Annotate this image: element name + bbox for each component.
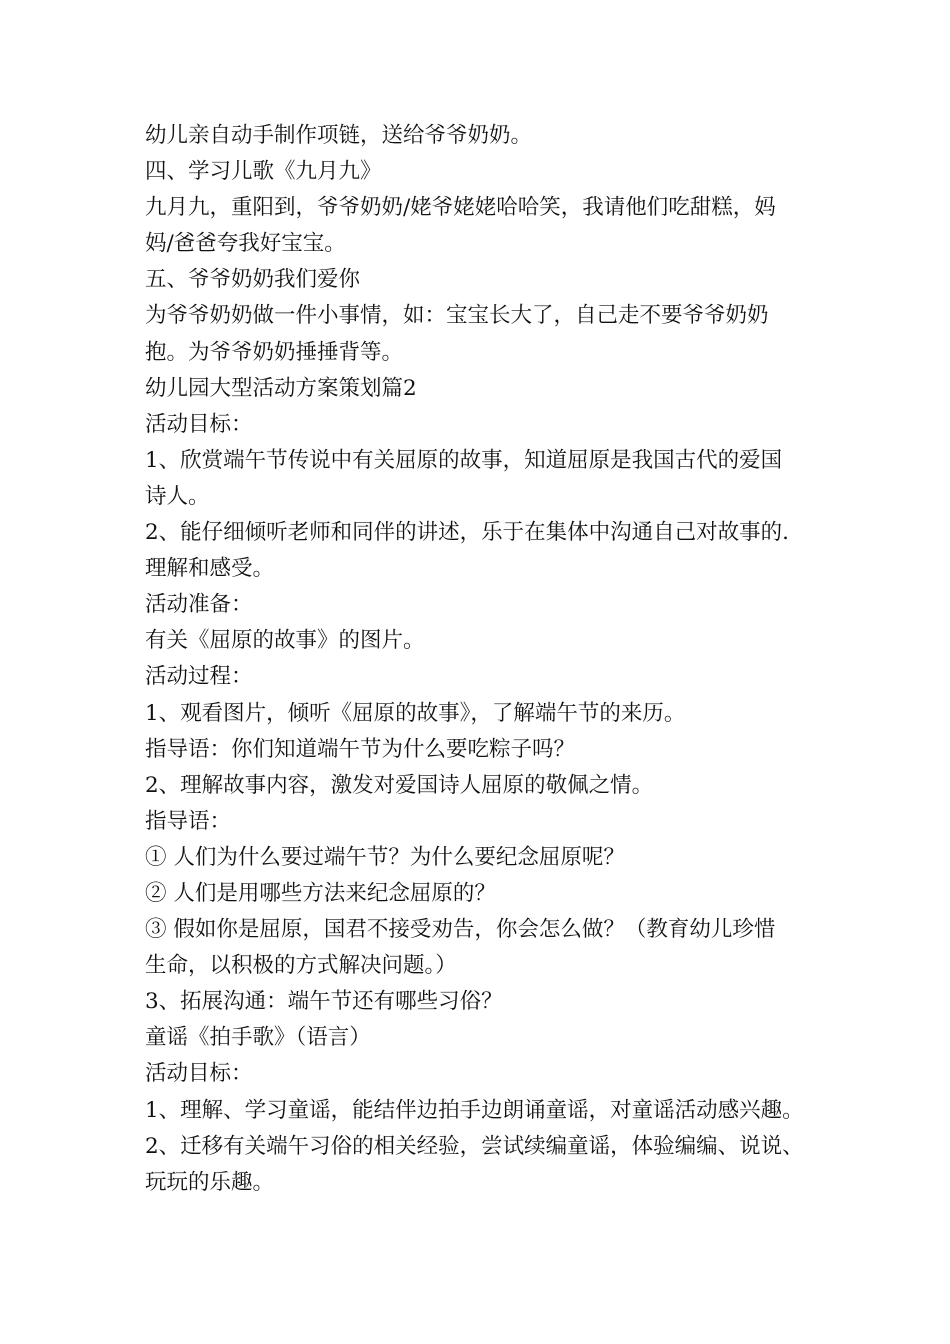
article-title: 幼儿园大型活动方案策划篇2 [145,375,417,401]
section-heading: 五、爷爷奶奶我们爱你 [145,267,361,293]
text-line: 1、观看图片，倾听《屈原的故事》，了解端午节的来历。 [145,700,686,726]
text-line: 抱。为爷爷奶奶捶捶背等。 [145,339,404,365]
text-line: 为爷爷奶奶做一件小事情，如：宝宝长大了，自己走不要爷爷奶奶 [145,303,769,329]
text-line: 玩玩的乐趣。 [145,1169,275,1195]
section-heading: 活动过程： [145,664,253,690]
section-heading: 活动目标： [145,1061,253,1087]
section-heading: 活动目标： [145,411,253,437]
text-line: 3、拓展沟通：端午节还有哪些习俗？ [145,989,503,1015]
section-heading: 活动准备： [145,592,253,618]
text-line: 2、理解故事内容，激发对爱国诗人屈原的敬佩之情。 [145,772,654,798]
list-item: ② 人们是用哪些方法来纪念屈原的？ [145,880,496,906]
text-line: 1、欣赏端午节传说中有关屈原的故事，知道屈原是我国古代的爱国 [145,447,783,473]
list-item: ③ 假如你是屈原，国君不接受劝告，你会怎么做？（教育幼儿珍惜 [145,917,776,943]
text-line: 理解和感受。 [145,556,275,582]
text-line: 九月九，重阳到，爷爷奶奶/姥爷姥姥哈哈笑，我请他们吃甜糕，妈 [145,195,776,221]
list-item: ① 人们为什么要过端午节？为什么要纪念屈原呢？ [145,844,625,870]
text-line: 2、迁移有关端午习俗的相关经验，尝试续编童谣，体验编编、说说、 [145,1133,804,1159]
text-line: 生命，以积极的方式解决问题。） [145,953,457,979]
text-line: 妈/爸爸夸我好宝宝。 [145,231,346,257]
text-line: 2、能仔细倾听老师和同伴的讲述，乐于在集体中沟通自己对故事的. [145,520,790,546]
text-line: 诗人。 [145,483,210,509]
text-line: 幼儿亲自动手制作项链，送给爷爷奶奶。 [145,123,533,148]
text-line: 指导语：你们知道端午节为什么要吃粽子吗？ [145,736,576,762]
document-page [145,118,845,1201]
section-heading: 四、学习儿歌《九月九》 [145,159,382,185]
section-heading: 童谣《拍手歌》（语言） [145,1025,371,1051]
text-line: 1、理解、学习童谣，能结伴边拍手边朗诵童谣，对童谣活动感兴趣。 [145,1097,804,1123]
text-line: 有关《屈原的故事》的图片。 [145,628,425,654]
text-line: 指导语： [145,808,232,834]
